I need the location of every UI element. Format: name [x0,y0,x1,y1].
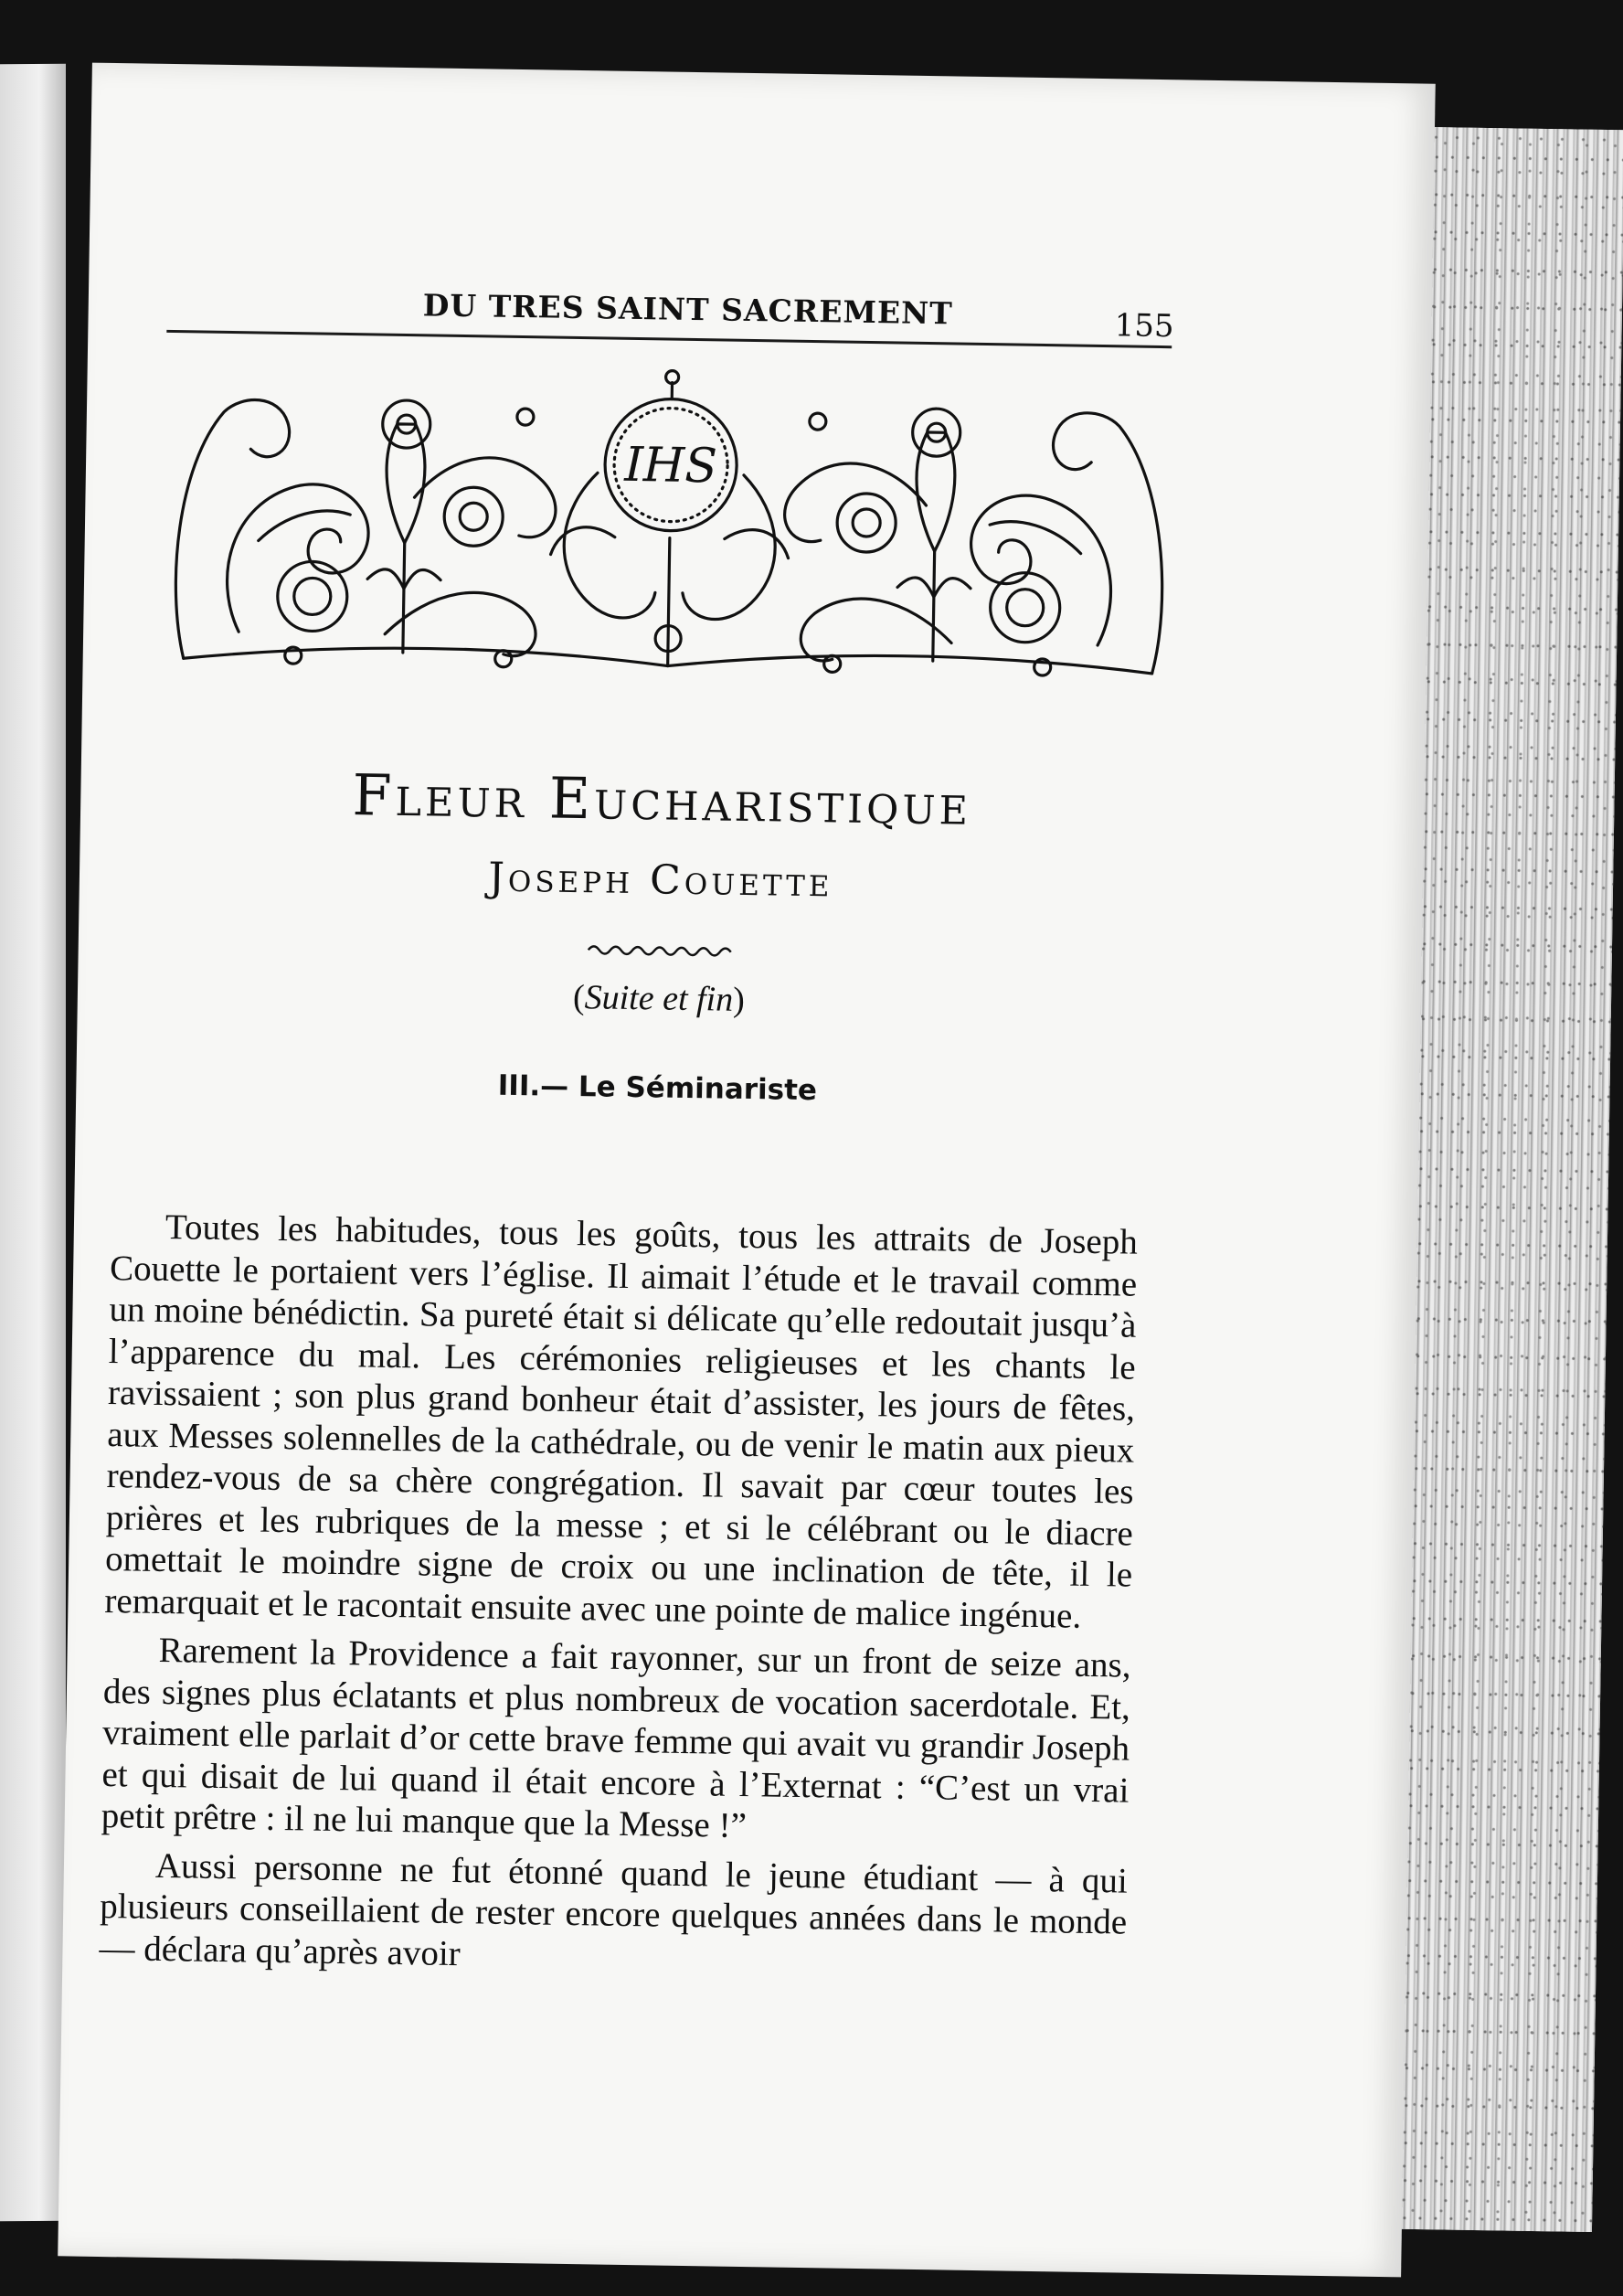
paragraph: Toutes les habitudes, tous les goûts, tous les attraits de Joseph Couette le portaient vers l’église. Il aimait l’étude et le travail comme un moine bénédictin. Sa pureté était si délicate qu’elle redoutait jusqu’à l’apparence du mal. Les cérémonies religieuses et les chants le ravissaient ; son plus grand bonheur était d’assister, les jours de fêtes, aux Messes solennelles de la cathédrale, ou de venir le matin aux pieux rendez-vous de sa chère congrégation. Il savait par cœur toutes les prières et les rubriques de la messe ; et si le célébrant ou le diacre omettait le moindre signe de croix ou une inclination de tête, il le remarquait et le racontait ensuite avec une pointe de malice ingénue. [104,1207,1139,1636]
article-title: Fleur Eucharistique [352,761,972,838]
article-subtitle: Joseph Couette [487,854,833,907]
section-heading: III.— Le Séminariste [497,1068,818,1108]
book-page [58,63,1436,2278]
left-page-edge [0,64,66,2222]
decorative-squiggle [587,939,733,960]
page-number: 155 [1114,307,1174,345]
paragraph: Rarement la Providence a fait rayonner, sur un front de seize ans, des signes plus éclatants et plus nombreux de vocation sacerdotale. Et, vraiment elle parlait d’or cette brave femme qui avait vu grandir Joseph et qui disait de lui quand il était encore à l’Externat : “C’est un vrai petit prêtre : il ne lui manque que la Messe !” [101,1630,1131,1846]
ihs-monogram: IHS [623,437,718,494]
continuation-close-paren: ) [732,980,746,1019]
decorative-headpiece [155,356,1184,702]
article-body [99,1206,1138,1993]
running-head [166,283,1172,348]
continuation-open-paren: ( [572,977,586,1017]
continuation-note [156,971,1162,1026]
paragraph: Aussi personne ne fut étonné quand le jeune étudiant — à qui plusieurs conseillaient de rester encore quelques années dans le monde— déclara qu’après avoir [99,1845,1129,1973]
continuation-text: Suite et fin [584,978,734,1019]
article-title-block [154,759,1165,1112]
running-head-title: DU TRES SAINT SACREMENT [422,287,954,332]
